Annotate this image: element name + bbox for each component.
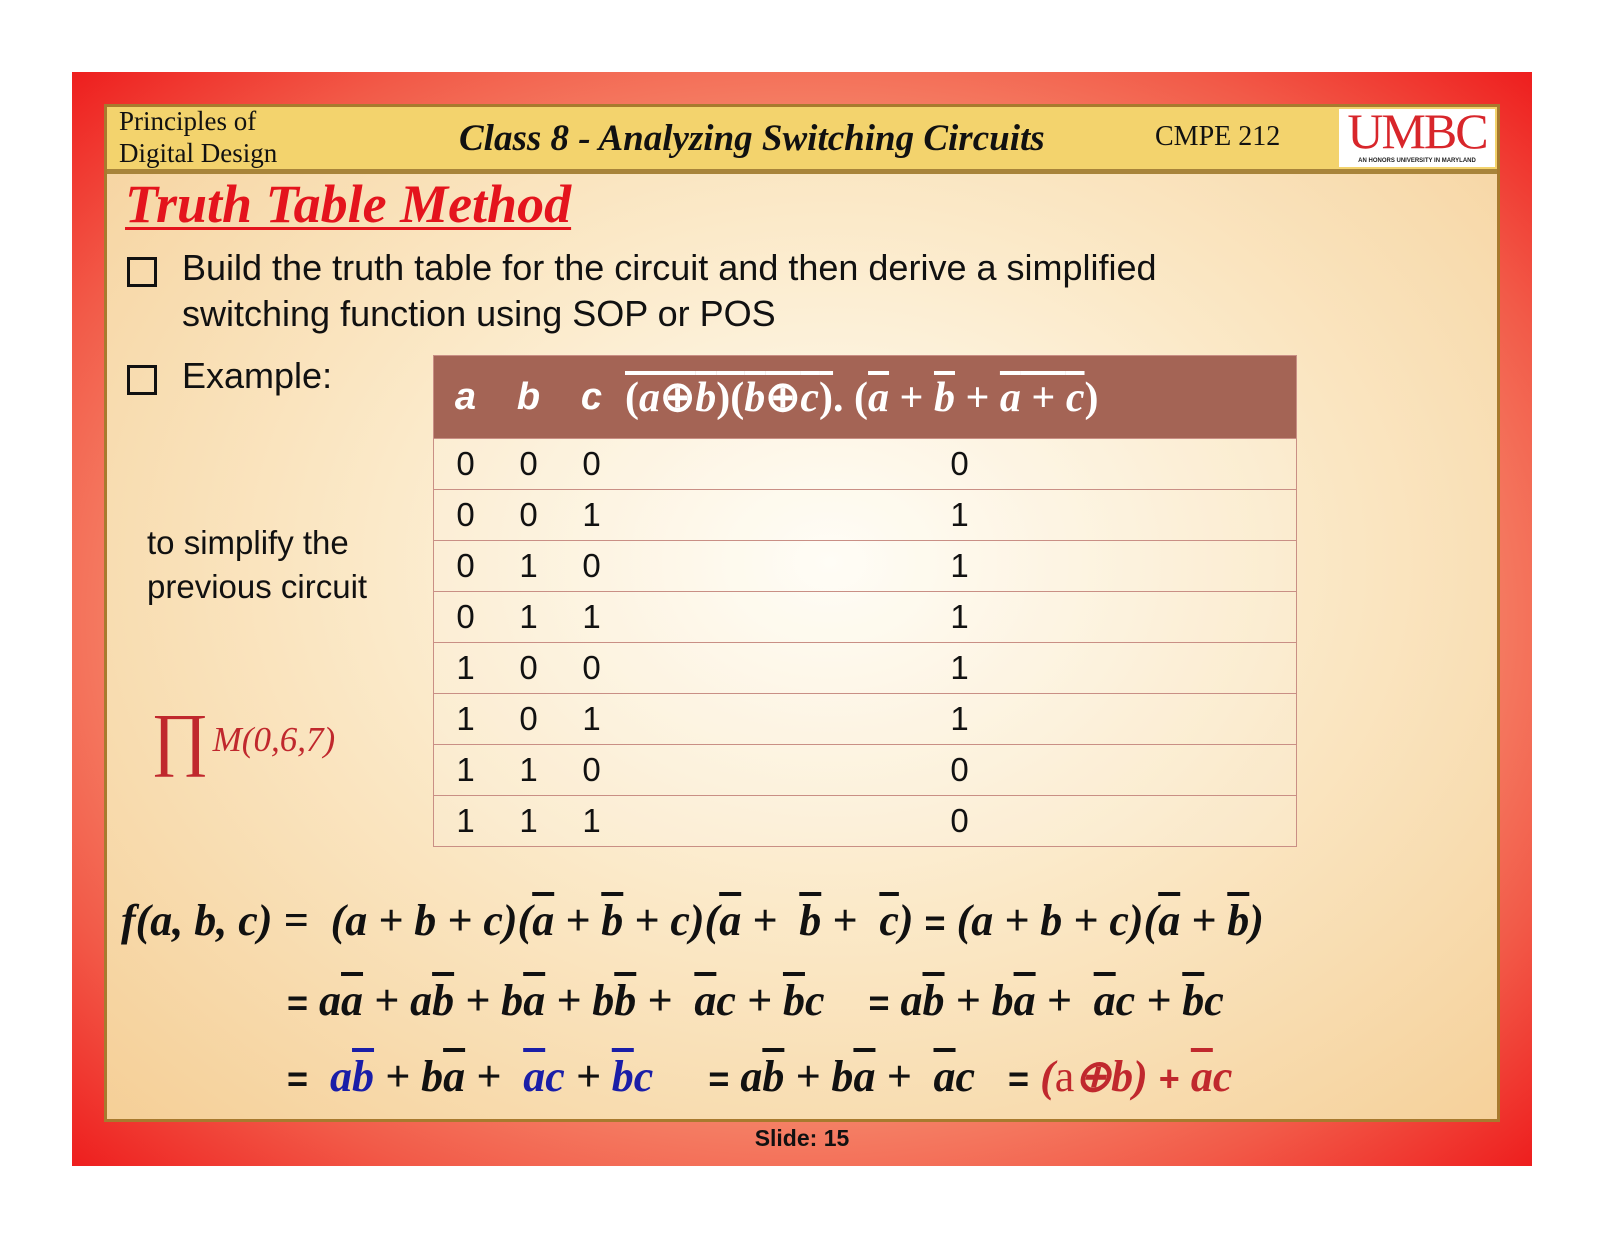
output-cell: 0 <box>623 796 1297 847</box>
column-header-b: b <box>497 356 560 439</box>
product-of-maxterms <box>151 701 336 778</box>
column-header-function: (a⊕b)(b⊕c). $(\overline{a} + \overline{b} + a + c)$ <box>623 356 1297 439</box>
slide-number: Slide: 15 <box>754 1125 850 1151</box>
input-cell: 0 <box>560 745 623 796</box>
slide <box>72 72 1532 1166</box>
output-cell: 0 <box>623 745 1297 796</box>
table-row <box>434 796 1297 847</box>
output-cell: 0 <box>623 439 1297 490</box>
input-cell: 1 <box>560 796 623 847</box>
equation-line-2: = $a\overline{a} + a\overline{b} + b\overline{a} + b\overline{b} + \overline{a}c + \overline{b}c$ = $a\overline{b} + b\overline{a} + \overline{a}c + \overline{b}c$ <box>287 976 1224 1025</box>
input-cell: 1 <box>434 694 498 745</box>
input-cell: 1 <box>497 796 560 847</box>
input-cell: 0 <box>434 541 498 592</box>
input-cell: 0 <box>560 643 623 694</box>
table-row <box>434 694 1297 745</box>
input-cell: 0 <box>560 439 623 490</box>
column-header-c: c <box>560 356 623 439</box>
table-row <box>434 439 1297 490</box>
table-row <box>434 592 1297 643</box>
input-cell: 1 <box>497 541 560 592</box>
bullet-checkbox-icon <box>127 365 157 395</box>
table-row <box>434 541 1297 592</box>
input-cell: 1 <box>434 796 498 847</box>
input-cell: 1 <box>560 592 623 643</box>
bullet-item-2: Example: <box>182 355 333 396</box>
logo-subtitle: AN HONORS UNIVERSITY IN MARYLAND <box>1358 158 1476 164</box>
column-header-a: a <box>434 356 498 439</box>
logo-text: UMBC <box>1347 103 1487 159</box>
slide-header <box>107 103 1497 174</box>
input-cell: 1 <box>434 643 498 694</box>
input-cell: 0 <box>560 541 623 592</box>
input-cell: 0 <box>497 643 560 694</box>
table-row <box>434 745 1297 796</box>
course-subject-line1: Principles of <box>119 106 257 136</box>
course-subject <box>119 105 277 169</box>
input-cell: 1 <box>560 694 623 745</box>
bullet-item-1 <box>182 245 1157 337</box>
class-title: Class 8 - Analyzing Switching Circuits <box>459 118 1045 159</box>
table-row <box>434 490 1297 541</box>
side-note-line1: to simplify the <box>147 524 349 561</box>
product-symbol: ∏ <box>151 701 209 778</box>
input-cell: 1 <box>497 592 560 643</box>
input-cell: 0 <box>497 439 560 490</box>
input-cell: 0 <box>434 592 498 643</box>
course-code: CMPE 212 <box>1155 121 1281 152</box>
output-cell: 1 <box>623 592 1297 643</box>
output-cell: 1 <box>623 694 1297 745</box>
output-cell: 1 <box>623 490 1297 541</box>
input-cell: 0 <box>497 490 560 541</box>
input-cell: 1 <box>434 745 498 796</box>
equation-line-1: f(a, b, $c) = (a + b + c)(\overline{a} + \overline{b} + c)(\overline{a} + \overline{b} + \overline{c}) = (a + b + c)(\overline{a} + \overline{b})$ <box>121 896 1264 945</box>
output-cell: 1 <box>623 541 1297 592</box>
bullet-1-line1: Build the truth table for the circuit and then derive a simplified <box>182 247 1157 288</box>
side-note-line2: previous circuit <box>147 568 368 605</box>
course-subject-line2: Digital Design <box>119 138 278 168</box>
input-cell: 0 <box>434 490 498 541</box>
equation-line-3: = $a\overline{b} + b\overline{a} + \overline{a}c + \overline{b}c$ = $a\overline{b} + b\overline{a} + \overline{a}c$ = (a⊕b) + $\overline{a}c$ <box>287 1052 1233 1101</box>
input-cell: 0 <box>434 439 498 490</box>
truth-table <box>433 355 1297 847</box>
maxterm-list: M(0,6,7) <box>212 720 336 759</box>
slide-title: Truth Table Method <box>125 174 572 234</box>
umbc-logo <box>1339 103 1495 167</box>
table-row <box>434 643 1297 694</box>
output-cell: 1 <box>623 643 1297 694</box>
slide-panel <box>104 104 1500 1122</box>
bullet-checkbox-icon <box>127 257 157 287</box>
input-cell: 1 <box>560 490 623 541</box>
input-cell: 0 <box>497 694 560 745</box>
table-header-row <box>434 356 1297 439</box>
side-note <box>147 521 367 609</box>
input-cell: 1 <box>497 745 560 796</box>
bullet-1-line2: switching function using SOP or POS <box>182 293 776 334</box>
